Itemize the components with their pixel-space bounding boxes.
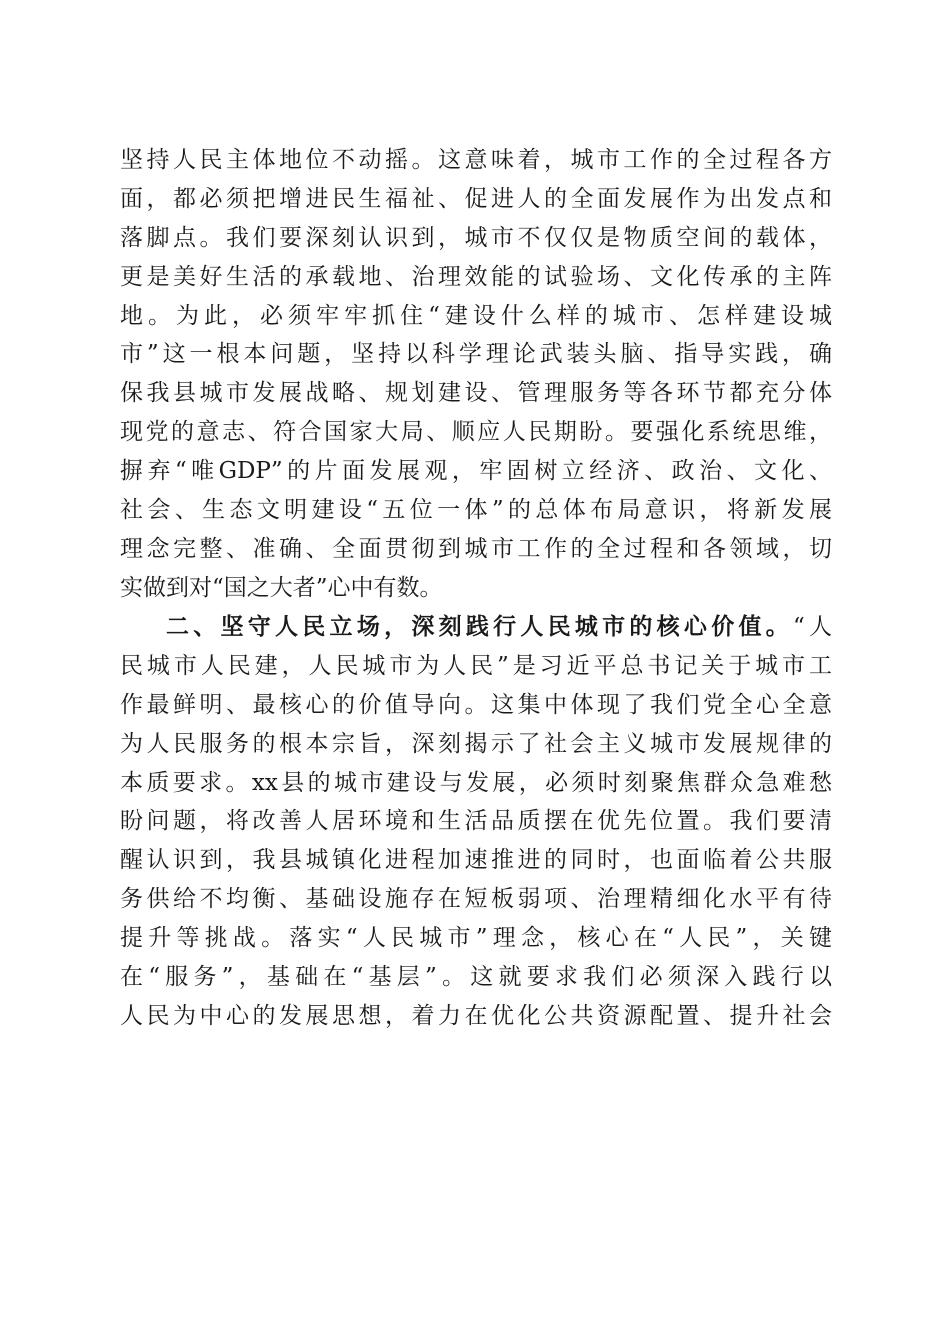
text-line: 醒认识到，我县城镇化进程加速推进的同时，也面临着公共服	[120, 847, 832, 874]
text-line: 保我县城市发展战略、规划建设、管理服务等各环节都充分体	[120, 380, 832, 407]
text-line: 摒弃“唯GDP”的片面发展观，牢固树立经济、政治、文化、	[120, 458, 832, 485]
text-line: 实做到对“国之大者”心中有数。	[120, 574, 443, 601]
paragraph-2	[120, 608, 832, 1036]
paragraph-2-first-line	[120, 608, 832, 647]
text-line: 本质要求。xx县的城市建设与发展，必须时刻聚焦群众急难愁	[120, 769, 832, 796]
text-line: 人民为中心的发展思想，着力在优化公共资源配置、提升社会	[120, 1002, 832, 1029]
text-line: 盼问题，将改善人居环境和生活品质摆在优先位置。我们要清	[120, 808, 832, 835]
text-line: 提升等挑战。落实“人民城市”理念，核心在“人民”，关键	[120, 925, 832, 952]
text-line: 为人民服务的根本宗旨，深刻揭示了社会主义城市发展规律的	[120, 730, 832, 757]
text-fragment: “人	[792, 614, 832, 640]
text-line: 务供给不均衡、基础设施存在短板弱项、治理精细化水平有待	[120, 886, 832, 913]
paragraph-1	[120, 141, 832, 608]
text-line: 理念完整、准确、全面贯彻到城市工作的全过程和各领域，切	[120, 535, 832, 562]
text-line: 社会、生态文明建设“五位一体”的总体布局意识，将新发展	[120, 497, 832, 524]
text-line: 坚持人民主体地位不动摇。这意味着，城市工作的全过程各方	[120, 147, 832, 173]
text-line: 在“服务”，基础在“基层”。这就要求我们必须深入践行以	[120, 964, 832, 991]
text-line: 更是美好生活的承载地、治理效能的试验场、文化传承的主阵	[120, 263, 832, 290]
text-line: 落脚点。我们要深刻认识到，城市不仅仅是物质空间的载体，	[120, 224, 832, 251]
text-line: 民城市人民建，人民城市为人民”是习近平总书记关于城市工	[120, 652, 832, 679]
text-line: 市”这一根本问题，坚持以科学理论武装头脑、指导实践，确	[120, 341, 832, 368]
section-heading: 二、坚守人民立场，深刻践行人民城市的核心价值。	[166, 613, 793, 640]
text-line: 作最鲜明、最核心的价值导向。这集中体现了我们党全心全意	[120, 691, 832, 718]
text-line: 地。为此，必须牢牢抓住“建设什么样的城市、怎样建设城	[120, 302, 832, 329]
text-line: 面，都必须把增进民生福祉、促进人的全面发展作为出发点和	[120, 185, 832, 212]
text-line: 现党的意志、符合国家大局、顺应人民期盼。要强化系统思维，	[120, 419, 832, 446]
